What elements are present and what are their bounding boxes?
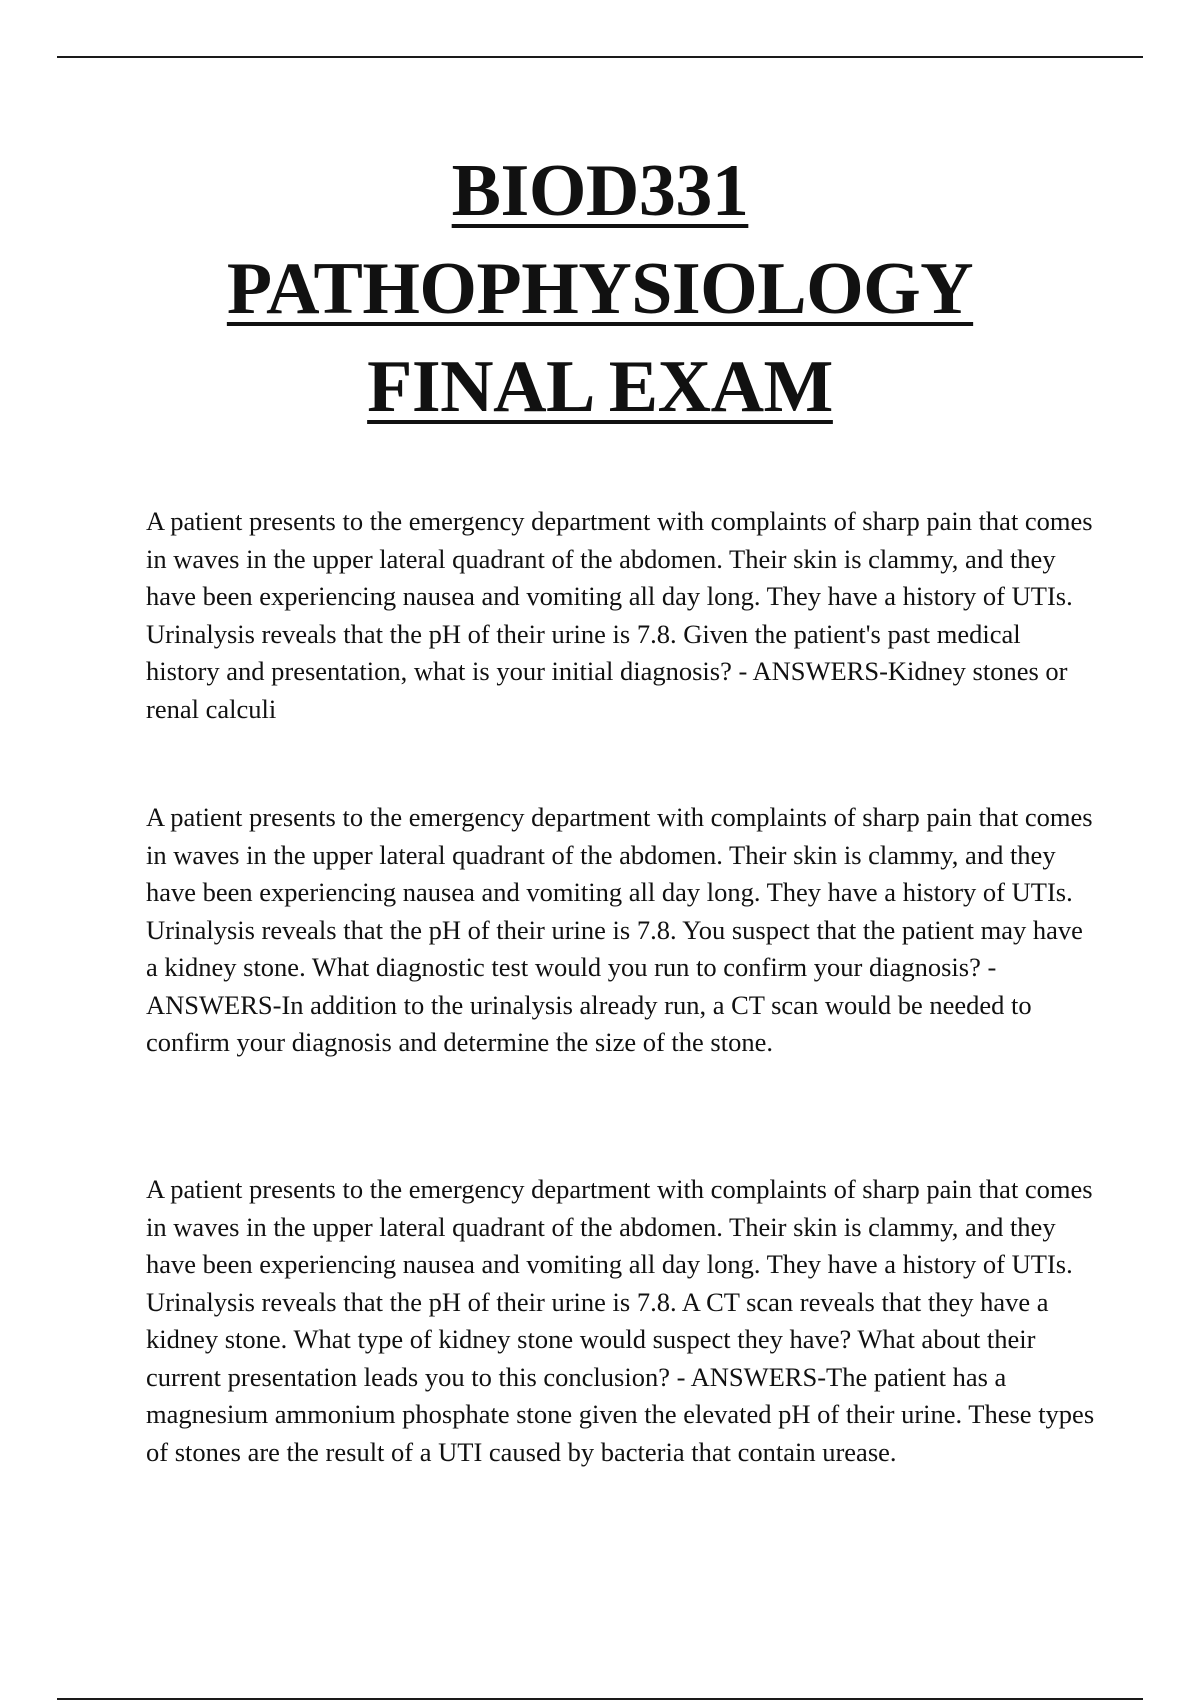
question-answer-3: A patient presents to the emergency department with complaints of sharp pain that comes in waves in the upper lateral quadrant of the abdomen. Their skin is clammy, and they have been experiencing nausea and vomiting all day long. They have a history of UTIs. Urinalysis reveals that the pH of their urine is 7.8. A CT scan reveals that they have a kidney stone. What type of kidney stone would suspect they have? What about their current presentation leads you to this conclusion? - ANSWERS-The patient has a magnesium ammonium phosphate stone given the elevated pH of their urine. These types of stones are the result of a UTI caused by bacteria that contain urease. bbox=[146, 1174, 1095, 1467]
title-line-subject: PATHOPHYSIOLOGY bbox=[226, 248, 974, 330]
document-title bbox=[0, 142, 1200, 436]
title-line-course: BIOD331 bbox=[451, 150, 749, 232]
title-line-exam: FINAL EXAM bbox=[367, 346, 833, 428]
question-answer-1: A patient presents to the emergency department with complaints of sharp pain that comes in waves in the upper lateral quadrant of the abdomen. Their skin is clammy, and they have been experiencing nausea and vomiting all day long. They have a history of UTIs. Urinalysis reveals that the pH of their urine is 7.8. Given the patient's past medical history and presentation, what is your initial diagnosis? - ANSWERS-Kidney stones or renal calculi bbox=[146, 506, 1093, 724]
question-answer-2: A patient presents to the emergency department with complaints of sharp pain that comes in waves in the upper lateral quadrant of the abdomen. Their skin is clammy, and they have been experiencing nausea and vomiting all day long. They have a history of UTIs. Urinalysis reveals that the pH of their urine is 7.8. You suspect that the patient may have a kidney stone. What diagnostic test would you run to confirm your diagnosis? - ANSWERS-In addition to the urinalysis already run, a CT scan would be needed to confirm your diagnosis and determine the size of the stone. bbox=[146, 802, 1093, 1057]
top-divider bbox=[57, 56, 1143, 58]
